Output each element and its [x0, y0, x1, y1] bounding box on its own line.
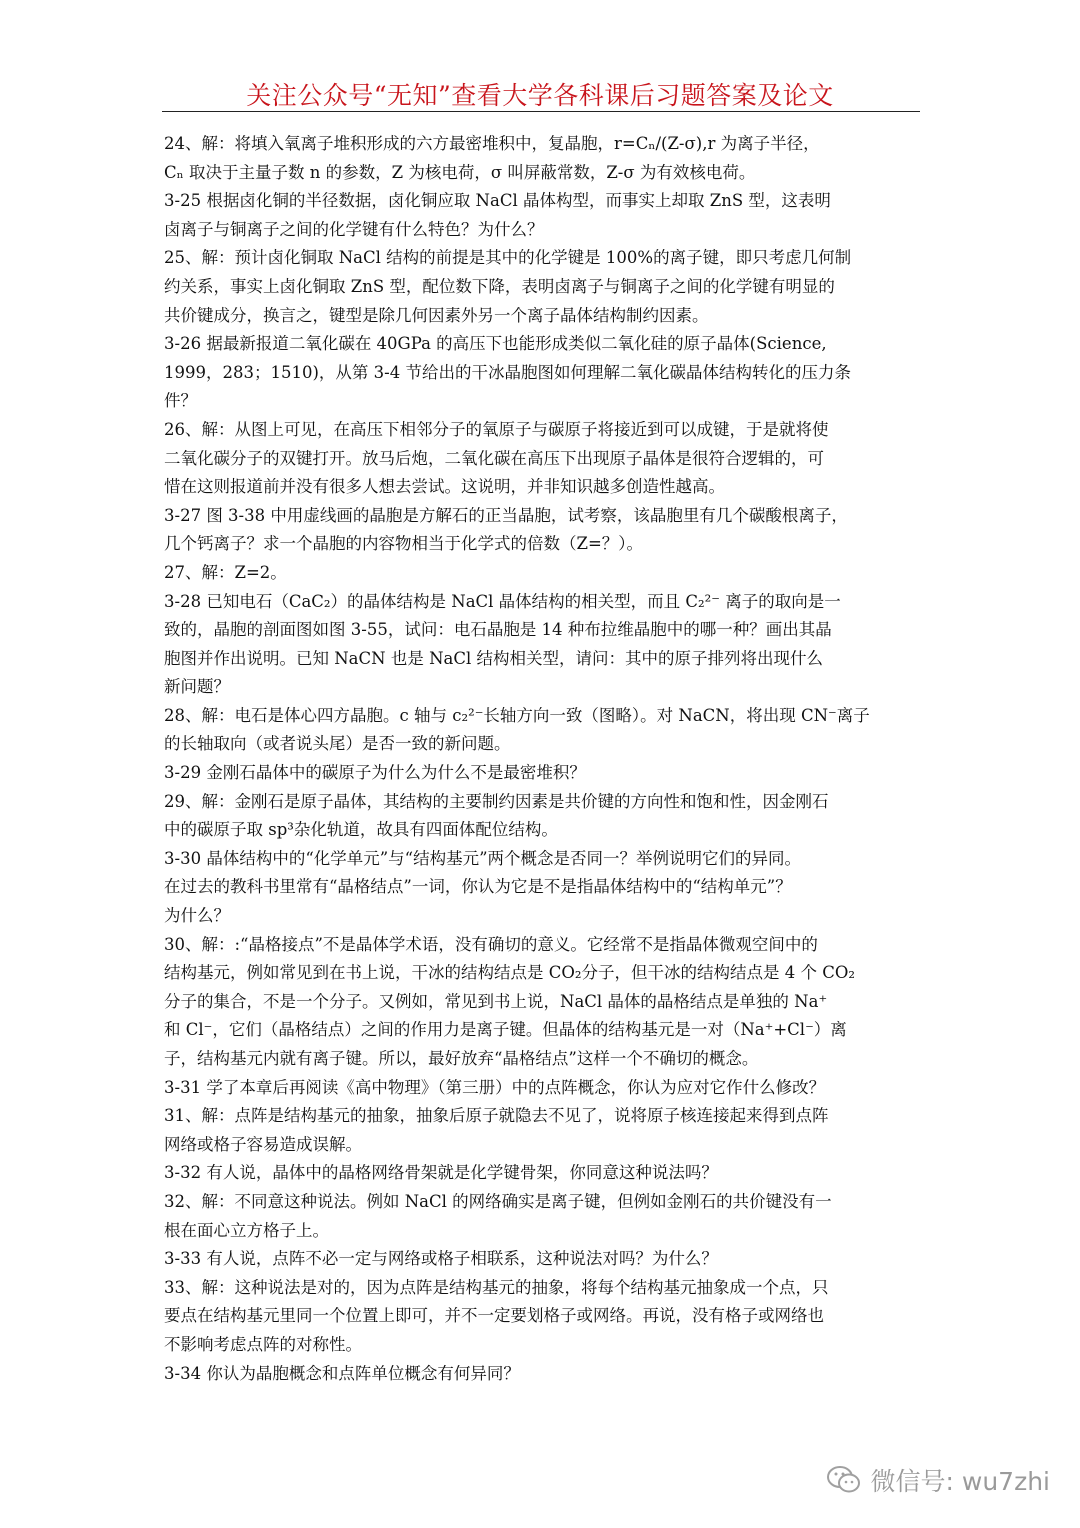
text-line: 中的碳原子取 sp³杂化轨道，故具有四面体配位结构。 [164, 820, 558, 840]
text-line: 32、解：不同意这种说法。例如 NaCl 的网络确实是离子键，但例如金刚石的共价键没有一 [164, 1191, 832, 1211]
text-line: 3-28 已知电石（CaC₂）的晶体结构是 NaCl 晶体结构的相关型，而且 C₂²⁻ 离子的取向是一 [164, 591, 841, 611]
wechat-id-label: 微信号: wu7zhi [870, 1467, 1050, 1496]
text-line: 几个钙离子？求一个晶胞的内容物相当于化学式的倍数（Z=？）。 [164, 534, 644, 554]
text-line: 3-30 晶体结构中的“化学单元”与“结构基元”两个概念是否同一？举例说明它们的异同。 [164, 848, 802, 868]
text-line: 26、解：从图上可见，在高压下相邻分子的氧原子与碳原子将接近到可以成键，于是就将使 [164, 419, 829, 439]
text-line: 的长轴取向（或者说头尾）是否一致的新问题。 [164, 734, 511, 754]
text-line: 分子的集合，不是一个分子。又例如，常见到书上说，NaCl 晶体的晶格结点是单独的 Na⁺ [164, 991, 828, 1011]
text-line: 不影响考虑点阵的对称性。 [164, 1334, 362, 1354]
page-header-title: 关注公众号“无知”查看大学各科课后习题答案及论文 [246, 81, 834, 110]
text-line: 24、解：将填入氧离子堆积形成的六方最密堆积中，复晶胞，r=Cₙ/(Z-σ),r 为离子半径， [164, 134, 820, 153]
text-line: 致的，晶胞的剖面图如图 3-55，试问：电石晶胞是 14 种布拉维晶胞中的哪一种？画出其晶 [164, 620, 832, 640]
text-line: 3-33 有人说，点阵不必一定与网络或格子相联系，这种说法对吗？为什么？ [164, 1249, 718, 1269]
text-line: 要点在结构基元里同一个位置上即可，并不一定要划格子或网络。再说，没有格子或网络也 [164, 1306, 824, 1326]
header-divider [162, 111, 920, 112]
document-body [164, 130, 924, 1388]
text-line: 网络或格子容易造成误解。 [164, 1134, 362, 1154]
text-line: 件？ [164, 391, 197, 411]
text-line: 二氧化碳分子的双键打开。放马后炮，二氧化碳在高压下出现原子晶体是很符合逻辑的，可 [164, 448, 824, 468]
text-line: 3-32 有人说，晶体中的晶格网络骨架就是化学键骨架，你同意这种说法吗？ [164, 1163, 718, 1183]
text-line: 卤离子与铜离子之间的化学键有什么特色？为什么？ [164, 219, 544, 239]
text-line: Cₙ 取决于主量子数 n 的参数，Z 为核电荷，σ 叫屏蔽常数，Z-σ 为有效核电荷。 [164, 162, 756, 182]
text-line: 新问题？ [164, 677, 230, 697]
text-line: 27、解：Z=2。 [164, 562, 287, 582]
text-line: 共价键成分，换言之，键型是除几何因素外另一个离子晶体结构制约因素。 [164, 305, 709, 325]
text-line: 子，结构基元内就有离子键。所以，最好放弃“晶格结点”这样一个不确切的概念。 [164, 1049, 759, 1068]
text-line: 和 Cl⁻，它们（晶格结点）之间的作用力是离子键。但晶体的结构基元是一对（Na⁺+Cl⁻）离 [164, 1020, 847, 1040]
text-line: 1999，283；1510)，从第 3-4 节给出的干冰晶胞图如何理解二氧化碳晶体结构转化的压力条 [164, 362, 851, 382]
text-line: 在过去的教科书里常有“晶格结点”一词，你认为它是不是指晶体结构中的“结构单元”？ [164, 877, 792, 897]
text-line: 3-34 你认为晶胞概念和点阵单位概念有何异同？ [164, 1363, 520, 1383]
text-line: 31、解：点阵是结构基元的抽象，抽象后原子就隐去不见了，说将原子核连接起来得到点阵 [164, 1106, 829, 1126]
text-line: 3-29 金刚石晶体中的碳原子为什么为什么不是最密堆积？ [164, 763, 586, 783]
text-line: 25、解：预计卤化铜取 NaCl 结构的前提是其中的化学键是 100%的离子键，即只考虑几何制 [164, 248, 852, 268]
text-line: 29、解：金刚石是原子晶体，其结构的主要制约因素是共价键的方向性和饱和性，因金刚石 [164, 791, 829, 811]
text-line: 3-26 据最新报道二氧化碳在 40GPa 的高压下也能形成类似二氧化硅的原子晶体(Science, [164, 334, 827, 354]
text-line: 3-31 学了本章后再阅读《高中物理》（第三册）中的点阵概念，你认为应对它作什么修改？ [164, 1077, 826, 1097]
text-line: 惜在这则报道前并没有很多人想去尝试。这说明，并非知识越多创造性越高。 [164, 477, 725, 497]
text-line: 结构基元，例如常见到在书上说，干冰的结构结点是 CO₂分子，但干冰的结构结点是 4 个 CO₂ [164, 963, 856, 983]
wechat-icon [825, 1464, 863, 1496]
text-line: 30、解：:“晶格接点”不是晶体学术语，没有确切的意义。它经常不是指晶体微观空间中的 [164, 934, 818, 954]
text-line: 胞图并作出说明。已知 NaCN 也是 NaCl 结构相关型，请问：其中的原子排列将出现什么 [164, 648, 823, 668]
text-line: 根在面心立方格子上。 [164, 1220, 329, 1240]
wechat-watermark [825, 1462, 1050, 1498]
text-line: 约关系，事实上卤化铜取 ZnS 型，配位数下降，表明卤离子与铜离子之间的化学键有明显的 [164, 276, 835, 296]
text-line: 为什么？ [164, 906, 230, 926]
text-line: 28、解：电石是体心四方晶胞。c 轴与 c₂²⁻长轴方向一致（图略）。对 NaCN，将出现 CN⁻离子 [164, 705, 870, 725]
text-line: 33、解：这种说法是对的，因为点阵是结构基元的抽象，将每个结构基元抽象成一个点，只 [164, 1277, 829, 1297]
text-line: 3-27 图 3-38 中用虚线画的晶胞是方解石的正当晶胞，试考察，该晶胞里有几个碳酸根离子， [164, 505, 848, 525]
text-line: 3-25 根据卤化铜的半径数据，卤化铜应取 NaCl 晶体构型，而事实上却取 ZnS 型，这表明 [164, 191, 831, 211]
